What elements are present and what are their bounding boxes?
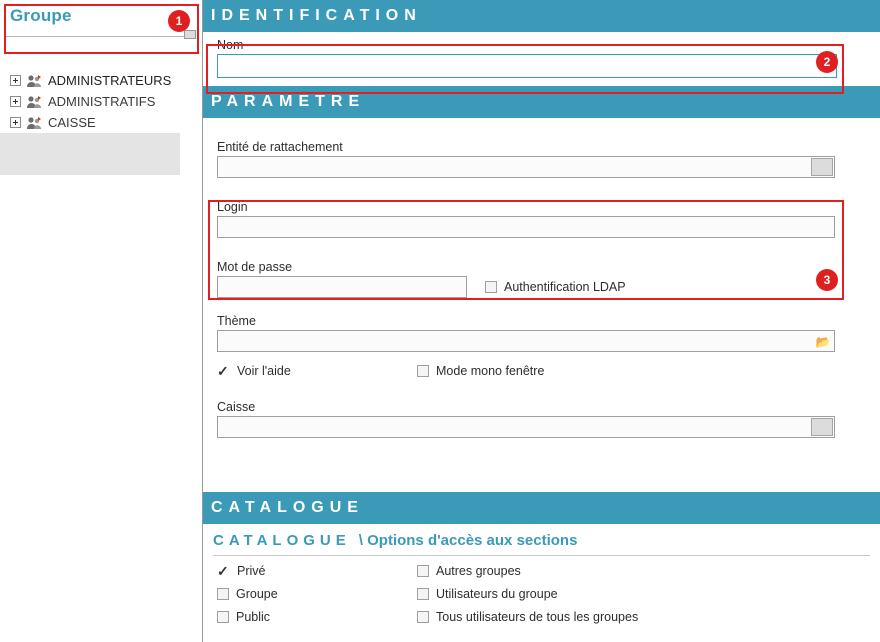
- parametre-body: [203, 140, 880, 492]
- catalogue-option-utilisateurs-du-groupe[interactable]: [417, 587, 880, 601]
- caisse-label: Caisse: [217, 400, 256, 414]
- expand-icon[interactable]: [10, 117, 21, 128]
- group-icon: [26, 95, 42, 109]
- password-field[interactable]: [217, 276, 467, 298]
- tree-item-label: CAISSE: [48, 115, 96, 130]
- catalogue-option-groupe[interactable]: [217, 587, 417, 601]
- password-label: Mot de passe: [217, 260, 293, 274]
- checkbox-icon[interactable]: [417, 611, 429, 623]
- login-field[interactable]: [217, 216, 835, 238]
- option-label: Utilisateurs du groupe: [436, 587, 558, 601]
- catalogue-option-autres-groupes[interactable]: [417, 564, 880, 578]
- caisse-field[interactable]: [217, 416, 835, 438]
- catalogue-body: [203, 524, 880, 624]
- catalogue-subtitle: [203, 524, 880, 551]
- nom-field[interactable]: [217, 54, 837, 78]
- tree-item-administrateurs[interactable]: [8, 70, 202, 91]
- check-icon: ✓: [217, 363, 229, 379]
- theme-field[interactable]: [217, 330, 835, 352]
- checkbox-icon[interactable]: [417, 365, 429, 377]
- mono-fenetre-row[interactable]: [417, 364, 544, 378]
- entite-field[interactable]: [217, 156, 835, 178]
- folder-open-icon[interactable]: 📂: [815, 335, 831, 349]
- nom-label: Nom: [217, 38, 244, 52]
- catalogue-option-tous-utilisateurs[interactable]: [417, 610, 880, 624]
- group-icon: [26, 116, 42, 130]
- option-label: Tous utilisateurs de tous les groupes: [436, 610, 639, 624]
- checkbox-icon[interactable]: [217, 588, 229, 600]
- checkbox-icon[interactable]: [417, 565, 429, 577]
- checkbox-icon[interactable]: [485, 281, 497, 293]
- scroll-up-button[interactable]: [184, 30, 196, 39]
- toggles-row: [203, 364, 880, 378]
- ldap-checkbox-row[interactable]: [485, 280, 626, 294]
- annotation-badge-3: 3: [816, 269, 838, 291]
- option-label: Public: [236, 610, 271, 624]
- theme-label: Thème: [217, 314, 256, 328]
- checkbox-icon[interactable]: [417, 588, 429, 600]
- sidebar-selection-strip: [0, 133, 180, 175]
- catalogue-subtitle-suffix: \ Options d'accès aux sections: [358, 532, 578, 549]
- sidebar-title: Groupe: [10, 6, 72, 25]
- option-label: Groupe: [236, 587, 278, 601]
- group-sidebar: [0, 0, 203, 642]
- check-icon: ✓: [217, 563, 229, 579]
- tree-item-caisse[interactable]: [8, 112, 202, 133]
- tree-item-administratifs[interactable]: [8, 91, 202, 112]
- identification-body: [203, 38, 880, 86]
- expand-icon[interactable]: [10, 75, 21, 86]
- main-form: [203, 0, 880, 642]
- sidebar-divider: [6, 36, 194, 37]
- nom-input[interactable]: [218, 55, 836, 77]
- group-tree: [0, 70, 202, 133]
- entite-picker-button[interactable]: [811, 158, 833, 176]
- mono-fenetre-label: Mode mono fenêtre: [436, 364, 545, 378]
- catalogue-subtitle-prefix: CATALOGUE: [213, 532, 351, 549]
- group-icon: [26, 74, 42, 88]
- checkbox-icon[interactable]: [217, 611, 229, 623]
- option-label: Privé: [237, 564, 266, 578]
- annotation-badge-2: 2: [816, 51, 838, 73]
- section-header-catalogue: CATALOGUE: [203, 492, 880, 524]
- tree-item-label: ADMINISTRATIFS: [48, 94, 156, 109]
- voir-aide-label: Voir l'aide: [237, 364, 291, 378]
- catalogue-subtitle-divider: [213, 555, 870, 556]
- annotation-badge-1: 1: [168, 10, 190, 32]
- section-header-parametre: PARAMETRE: [203, 86, 880, 118]
- catalogue-options-grid: [203, 564, 880, 624]
- caisse-picker-button[interactable]: [811, 418, 833, 436]
- section-header-identification: IDENTIFICATION: [203, 0, 880, 32]
- login-label: Login: [217, 200, 248, 214]
- catalogue-option-prive[interactable]: [217, 564, 417, 578]
- tree-item-label: ADMINISTRATEURS: [48, 73, 172, 88]
- entite-label: Entité de rattachement: [217, 140, 343, 154]
- voir-aide-row[interactable]: [217, 364, 417, 378]
- expand-icon[interactable]: [10, 96, 21, 107]
- option-label: Autres groupes: [436, 564, 521, 578]
- catalogue-option-public[interactable]: [217, 610, 417, 624]
- ldap-label: Authentification LDAP: [504, 280, 626, 294]
